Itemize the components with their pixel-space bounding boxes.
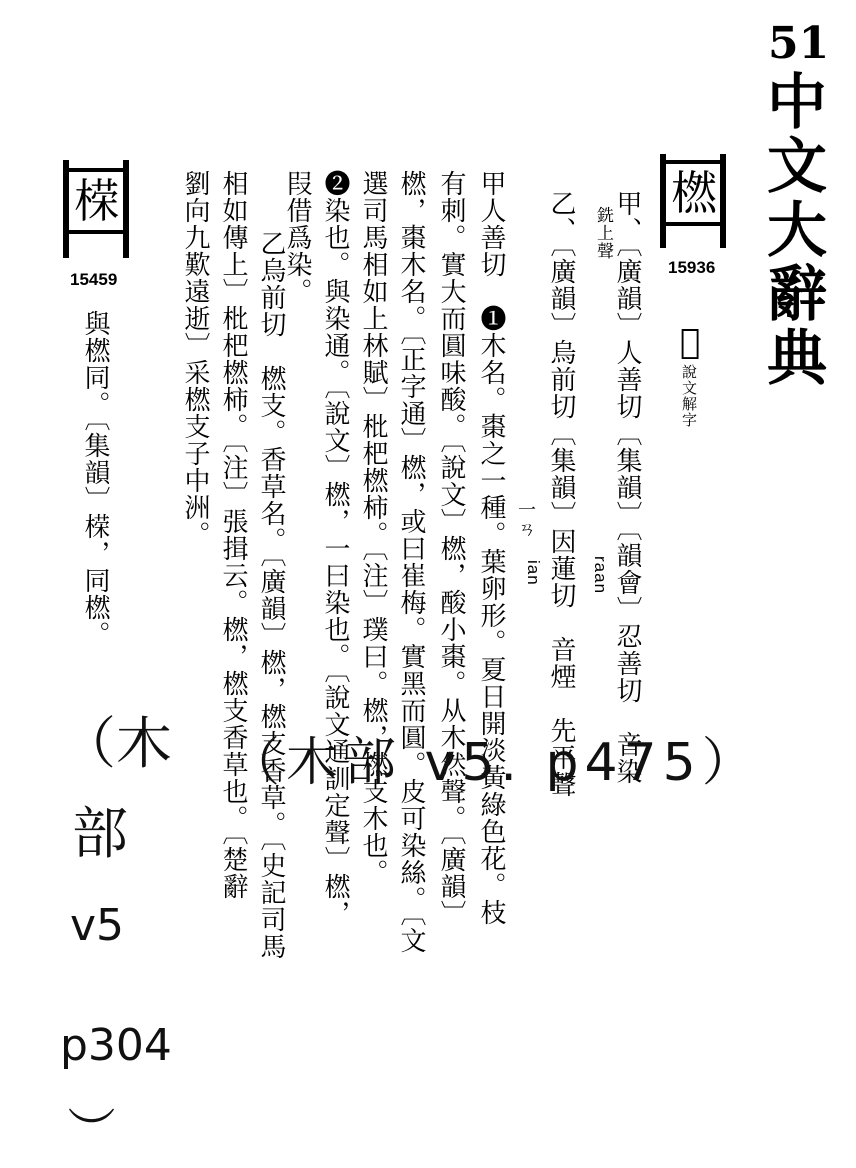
entry-15459-head-character: 㮠 xyxy=(68,168,126,234)
entry-15936-number: 15936 xyxy=(668,258,716,277)
entry-15936-line-3: 乙、〔廣韻〕烏前切〔集韻〕因蓮切 音煙 先平聲 xyxy=(546,190,576,798)
handwritten-note-vertical-2: 部 xyxy=(72,802,128,867)
entry-15936-line-4: 甲人善切 ❶木名。棗之一種。葉卵形。夏日開淡黃綠色花。枝 xyxy=(476,170,506,926)
entry-15936-line-1-roman: raan xyxy=(591,556,610,595)
entry-15936-line-3-bopomofo: 一ㄢ xyxy=(515,500,536,538)
entry-15459-number: 15459 xyxy=(70,270,118,289)
entry-15936-line-8: ❷染也。與染通。〔說文〕橪，一曰染也。〔說文通訓定聲〕橪， xyxy=(320,170,350,927)
entry-15459-head-bracket xyxy=(63,160,129,258)
entry-15936-line-5: 有刺。實大而圓味酸。〔說文〕橪，酸小棗。从木然聲。〔廣韻〕 xyxy=(436,170,466,927)
dictionary-title: 中文大辭典 xyxy=(757,70,827,390)
entry-15936-line-10: 乙烏前切 橪支。香草名。〔廣韻〕橪，橪支香草。〔史記司馬 xyxy=(256,230,286,960)
entry-15936-head-bracket xyxy=(660,154,726,248)
handwritten-note-vertical-5: ） xyxy=(61,1105,118,1154)
entry-15936-line-1-text: 甲、〔廣韻〕人善切〔集韻〕〔韻會〕忍善切 音染 xyxy=(612,190,642,812)
entry-15936-line-7: 選司馬相如上林賦〕枇杷橪柿。〔注〕璞曰。橪，橪支木也。 xyxy=(358,170,388,886)
handwritten-note-vertical-4: p304 xyxy=(60,1020,172,1071)
entry-15936-seal-note: 說文解字 xyxy=(680,364,698,428)
entry-15936-line-9: 叚借爲染。 xyxy=(282,170,312,305)
handwritten-note-vertical-3: v5 xyxy=(70,900,125,951)
entry-15459-line-1: 與橪同。〔集韻〕㮠，同橪。 xyxy=(80,310,110,648)
entry-15936-line-1 xyxy=(612,190,642,812)
entry-15936-head-character: 橪 xyxy=(665,160,723,226)
entry-15936-line-6: 橪，棗木名。〔正字通〕橪，或曰崔梅。實黑而圓。皮可染絲。〔文 xyxy=(396,170,426,954)
entry-15936-line-3-roman: ian xyxy=(524,560,543,586)
entry-15936-line-12: 劉向九歎遠逝〕采橪支子中洲。 xyxy=(180,170,210,548)
handwritten-note-horizontal: （木部 v5. p475） xyxy=(228,733,760,793)
entry-15936-line-2: 銑上聲 xyxy=(593,206,613,260)
entry-15936-line-11: 相如傳上〕枇杷橪柿。〔注〕張揖云。橪，橪支香草也。〔楚辭 xyxy=(218,170,248,900)
volume-number: 51 xyxy=(768,18,830,69)
entry-15936-seal-form: 𣜫 xyxy=(680,322,701,362)
handwritten-note-vertical-1: （木 xyxy=(60,712,172,777)
